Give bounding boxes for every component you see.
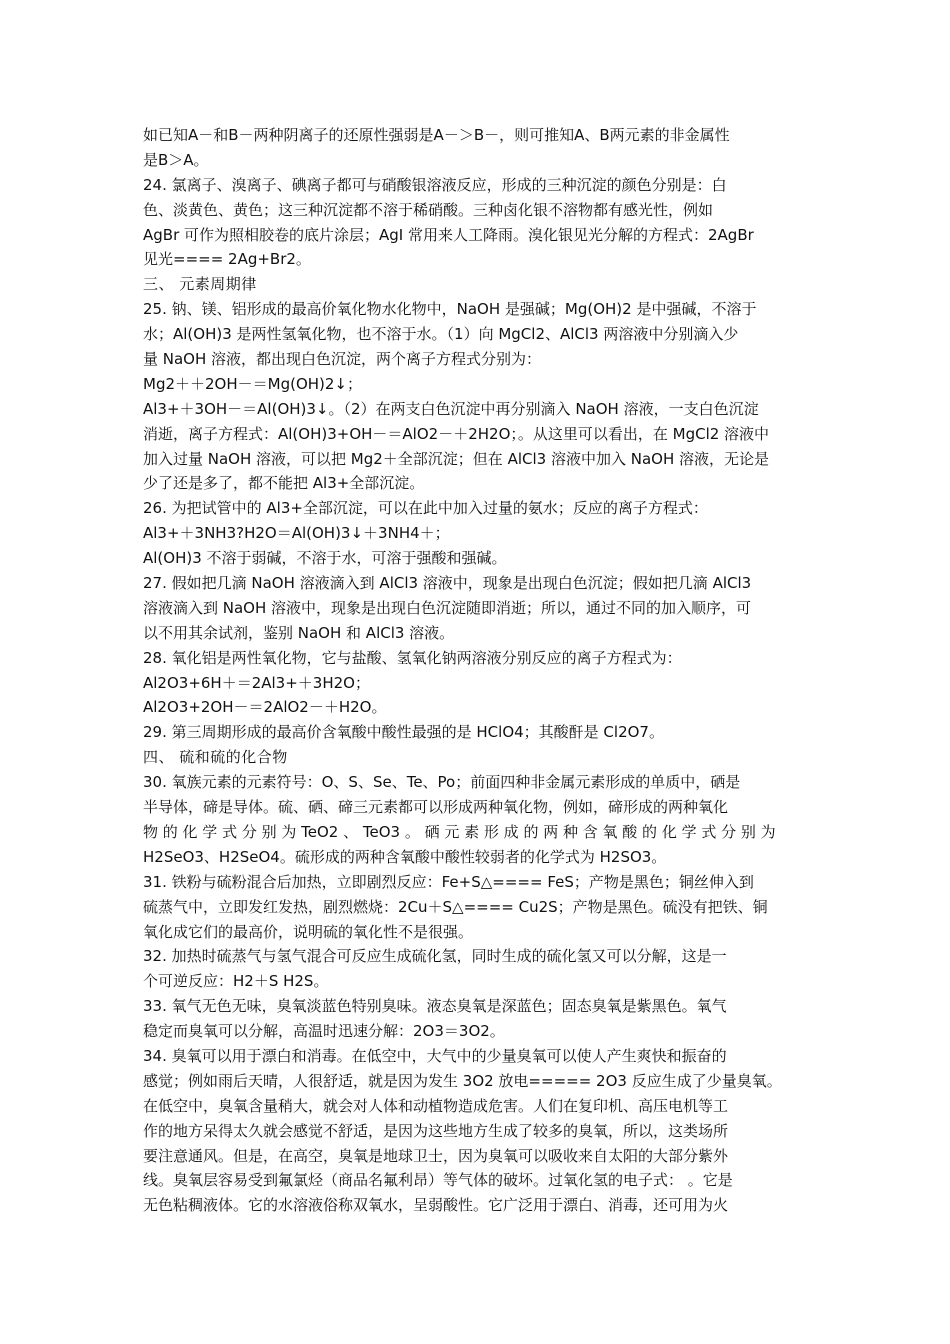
- document-body: [143, 123, 811, 1218]
- text-line: 个可逆反应：H2＋S H2S。: [143, 972, 329, 991]
- text-line: 26. 为把试管中的 Al3+全部沉淀，可以在此中加入过量的氨水；反应的离子方程式：: [143, 499, 708, 518]
- text-line: 是B＞A。: [143, 150, 209, 169]
- text-line: 29. 第三周期形成的最高价含氧酸中酸性最强的是 HClO4；其酸酐是 Cl2O7。: [143, 723, 664, 742]
- text-line: 物 的 化 学 式 分 别 为 TeO2 、 TeO3 。 硒 元 素 形 成 的 两 种 含 氧 酸 的 化 学 式 分 别 为: [143, 822, 776, 841]
- text-line: 25. 钠、镁、铝形成的最高价氧化物水化物中，NaOH 是强碱；Mg(OH)2 是中强碱，不溶于: [143, 300, 757, 319]
- text-line: 加入过量 NaOH 溶液，可以把 Mg2＋全部沉淀；但在 AlCl3 溶液中加入 NaOH 溶液，无论是: [143, 449, 769, 468]
- text-line: 31. 铁粉与硫粉混合后加热，立即剧烈反应：Fe+S△==== FeS；产物是黑色；铜丝伸入到: [143, 872, 754, 891]
- text-line: 水；Al(OH)3 是两性氢氧化物，也不溶于水。（1）向 MgCl2、AlCl3 两溶液中分别滴入少: [143, 325, 739, 344]
- text-line: 色、淡黄色、黄色；这三种沉淀都不溶于稀硝酸。三种卤化银不溶物都有感光性，例如: [143, 200, 714, 219]
- text-line: 33. 氧气无色无味，臭氧淡蓝色特别臭味。液态臭氧是深蓝色；固态臭氧是紫黑色。氧气: [143, 997, 727, 1016]
- text-line: 以不用其余试剂，鉴别 NaOH 和 AlCl3 溶液。: [143, 623, 455, 642]
- section-heading: 四、 硫和硫的化合物: [143, 748, 288, 767]
- text-line: 34. 臭氧可以用于漂白和消毒。在低空中，大气中的少量臭氧可以使人产生爽快和振奋的: [143, 1046, 727, 1065]
- section-heading: 三、 元素周期律: [143, 275, 257, 294]
- text-line: 量 NaOH 溶液，都出现白色沉淀，两个离子方程式分别为：: [143, 350, 542, 369]
- text-line: Al2O3+6H＋＝2Al3+＋3H2O；: [143, 673, 370, 692]
- text-line: 无色粘稠液体。它的水溶液俗称双氧水，呈弱酸性。它广泛用于漂白、消毒，还可用为火: [143, 1196, 729, 1215]
- text-line: H2SeO3、H2SeO4。硫形成的两种含氧酸中酸性较弱者的化学式为 H2SO3。: [143, 847, 667, 866]
- text-line: 硫蒸气中，立即发红发热，剧烈燃烧：2Cu＋S△==== Cu2S；产物是黑色。硫没有把铁、铜: [143, 897, 768, 916]
- text-line: 氧化成它们的最高价，说明硫的氧化性不是很强。: [143, 922, 474, 941]
- text-line: 30. 氧族元素的元素符号：O、S、Se、Te、Po；前面四种非金属元素形成的单质中，硒是: [143, 773, 741, 792]
- text-line: Al3+＋3OH－＝Al(OH)3↓。（2）在两支白色沉淀中再分别滴入 NaOH 溶液，一支白色沉淀: [143, 399, 759, 418]
- text-line: 32. 加热时硫蒸气与氢气混合可反应生成硫化氢，同时生成的硫化氢又可以分解，这是一: [143, 947, 727, 966]
- text-line: 如已知A－和B－两种阴离子的还原性强弱是A－＞B－，则可推知A、B两元素的非金属性: [143, 126, 730, 144]
- text-line: 要注意通风。但是，在高空，臭氧是地球卫士，因为臭氧可以吸收来自太阳的大部分紫外: [143, 1146, 729, 1165]
- text-line: Mg2＋＋2OH－＝Mg(OH)2↓；: [143, 374, 363, 393]
- text-line: 在低空中，臭氧含量稍大，就会对人体和动植物造成危害。人们在复印机、高压电机等工: [143, 1096, 729, 1115]
- text-line: 24. 氯离子、溴离子、碘离子都可与硝酸银溶液反应，形成的三种沉淀的颜色分别是：白: [143, 175, 727, 194]
- text-line: 28. 氧化铝是两性氧化物，它与盐酸、氢氧化钠两溶液分别反应的离子方程式为：: [143, 648, 682, 667]
- text-line: 感觉；例如雨后天晴，人很舒适，就是因为发生 3O2 放电===== 2O3 反应生成了少量臭氧。: [143, 1071, 782, 1090]
- text-line: 少了还是多了，都不能把 Al3+全部沉淀。: [143, 474, 425, 493]
- text-line: 半导体，碲是导体。硫、硒、碲三元素都可以形成两种氧化物，例如，碲形成的两种氧化: [143, 798, 729, 817]
- text-line: 消逝，离子方程式：Al(OH)3+OH－＝AlO2－＋2H2O；。从这里可以看出，在 MgCl2 溶液中: [143, 424, 770, 443]
- text-line: Al3+＋3NH3?H2O＝Al(OH)3↓＋3NH4＋；: [143, 524, 450, 543]
- text-line: Al(OH)3 不溶于弱碱，不溶于水，可溶于强酸和强碱。: [143, 549, 507, 568]
- text-line: AgBr 可作为照相胶卷的底片涂层；AgI 常用来人工降雨。溴化银见光分解的方程式：2AgBr: [143, 225, 754, 244]
- text-line: 溶液滴入到 NaOH 溶液中，现象是出现白色沉淀随即消逝；所以，通过不同的加入顺序，可: [143, 598, 752, 617]
- text-line: 作的地方呆得太久就会感觉不舒适，是因为这些地方生成了较多的臭氧，所以，这类场所: [143, 1121, 729, 1140]
- text-line: 稳定而臭氧可以分解，高温时迅速分解：2O3＝3O2。: [143, 1022, 505, 1041]
- text-line: 27. 假如把几滴 NaOH 溶液滴入到 AlCl3 溶液中，现象是出现白色沉淀；假如把几滴 AlCl3: [143, 574, 752, 593]
- text-line: 见光==== 2Ag+Br2。: [143, 250, 311, 269]
- text-line: 线。臭氧层容易受到氟氯烃（商品名氟利昂）等气体的破坏。过氧化氢的电子式： 。它是: [143, 1171, 733, 1190]
- text-line: Al2O3+2OH－＝2AlO2－＋H2O。: [143, 698, 387, 717]
